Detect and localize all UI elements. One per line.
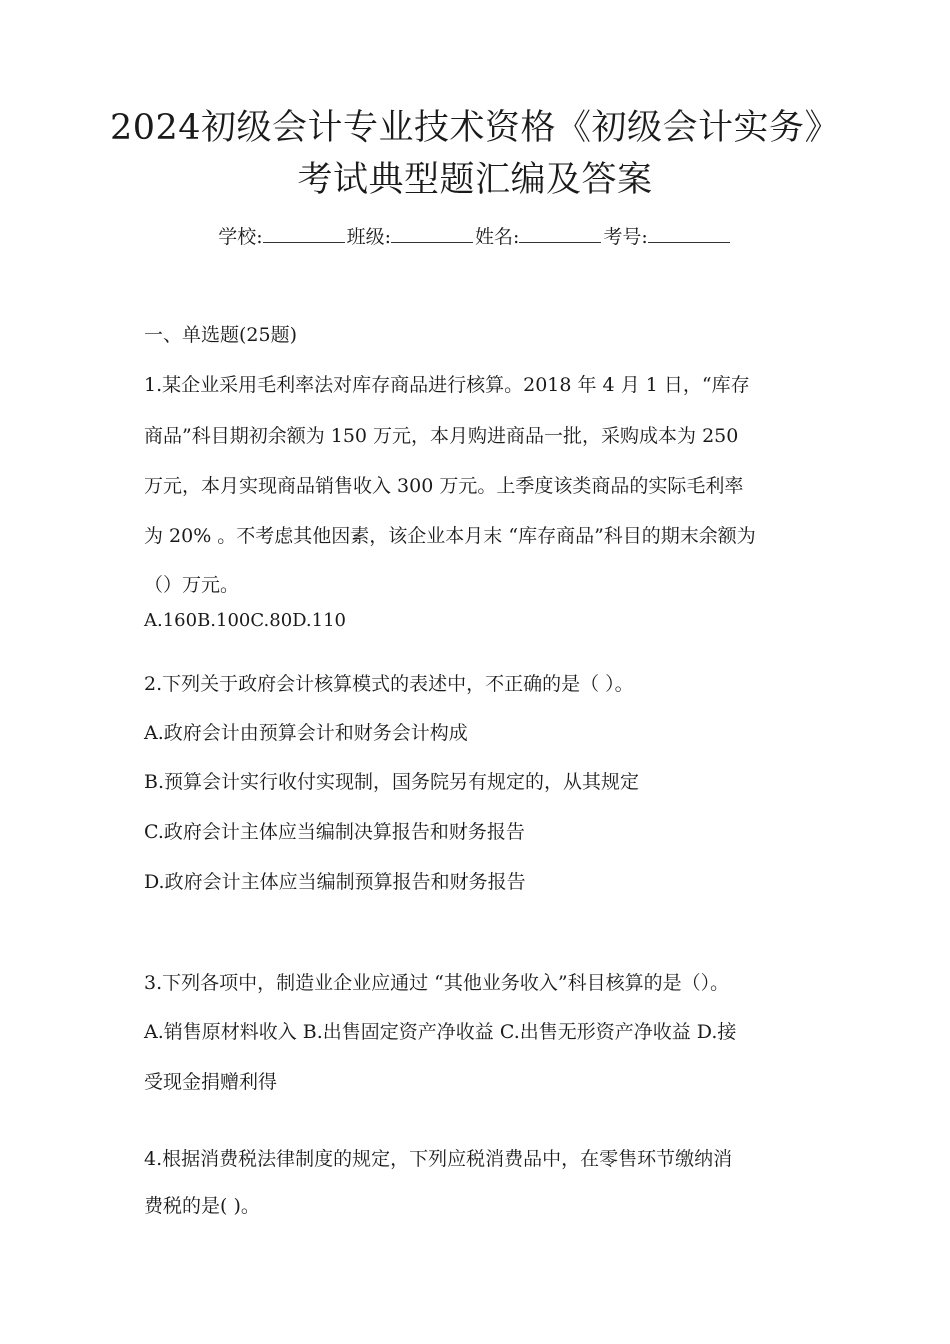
- school-field: [218, 223, 346, 251]
- question-4-line-1: 4.根据消费税法律制度的规定，下列应税消费品中，在零售环节缴纳消: [144, 1148, 733, 1170]
- name-label: 姓名:: [475, 226, 520, 248]
- question-1-options: A.160B.100C.80D.110: [144, 610, 347, 631]
- name-field: [475, 223, 603, 251]
- exam-number-field: [603, 223, 731, 251]
- question-1-line-4: 为 20% 。不考虑其他因素，该企业本月末 “库存商品”科目的期末余额为: [144, 525, 756, 547]
- question-2-line-1: 2.下列关于政府会计核算模式的表述中，不正确的是（ ）。: [144, 673, 634, 695]
- question-2-option-b: B.预算会计实行收付实现制，国务院另有规定的，从其规定: [144, 771, 640, 793]
- exam-number-blank: [648, 224, 730, 243]
- question-1-line-5: （）万元。: [144, 574, 240, 596]
- question-4-line-2: 费税的是( )。: [144, 1195, 260, 1217]
- question-2-option-d: D.政府会计主体应当编制预算报告和财务报告: [144, 871, 526, 893]
- school-blank: [263, 224, 345, 243]
- document-title-line-1: 2024初级会计专业技术资格《初级会计实务》: [109, 108, 841, 148]
- question-3-options-line-2: 受现金捐赠利得: [144, 1071, 278, 1093]
- question-1-line-1: 1.某企业采用毛利率法对库存商品进行核算。2018 年 4 月 1 日，“库存: [144, 374, 750, 396]
- student-info-row: [0, 223, 950, 251]
- name-blank: [519, 224, 601, 243]
- school-label: 学校:: [218, 226, 263, 248]
- class-label: 班级:: [346, 226, 391, 248]
- question-2-option-c: C.政府会计主体应当编制决算报告和财务报告: [144, 821, 525, 843]
- question-3-line-1: 3.下列各项中，制造业企业应通过 “其他业务收入”科目核算的是（）。: [144, 972, 730, 994]
- document-title-line-2: 考试典型题汇编及答案: [297, 160, 653, 200]
- exam-number-label: 考号:: [603, 226, 648, 248]
- class-field: [347, 223, 475, 251]
- question-3-options-line-1: A.销售原材料收入 B.出售固定资产净收益 C.出售无形资产净收益 D.接: [144, 1021, 737, 1043]
- class-blank: [391, 224, 473, 243]
- question-1-line-3: 万元，本月实现商品销售收入 300 万元。上季度该类商品的实际毛利率: [144, 475, 744, 497]
- question-1-line-2: 商品”科目期初余额为 150 万元，本月购进商品一批，采购成本为 250: [144, 425, 739, 447]
- section-heading: 一、单选题(25题): [144, 324, 298, 346]
- question-2-option-a: A.政府会计由预算会计和财务会计构成: [144, 722, 468, 744]
